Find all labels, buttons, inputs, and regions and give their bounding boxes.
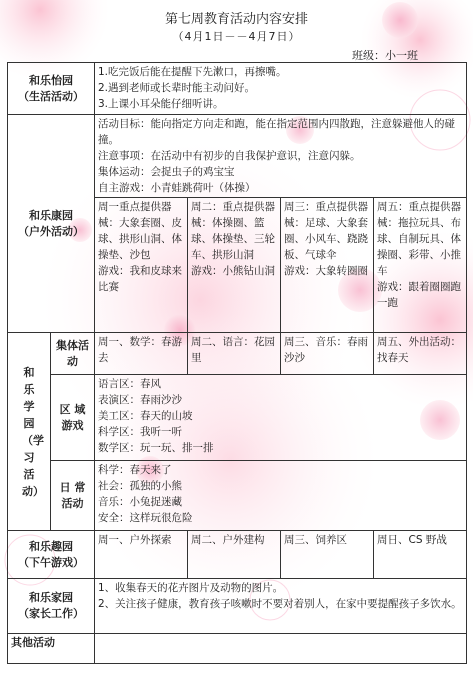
label-home: 和乐家园 （家长工作） — [8, 579, 95, 634]
group-day-1: 周一、数学：春游去 — [95, 333, 188, 375]
group-day-3: 周三、音乐：春雨沙沙 — [281, 333, 374, 375]
label-outdoor: 和乐康园 （户外活动） — [8, 115, 95, 333]
outdoor-day-3: 周三：重点提供器械：足球、大象套圈、小风车、跷跷板、气球伞 游戏：大象转圈圈 — [281, 198, 374, 333]
daily-item: 音乐：小兔捉迷藏 — [98, 496, 182, 508]
date-range: （4月1日－－4月7日） — [172, 30, 301, 43]
outdoor-day-2: 周二：重点提供器械：体操圈、篮球、体操垫、三轮车、拱形山洞 游戏：小熊钻山洞 — [188, 198, 281, 333]
zone-item: 美工区：春天的山坡 — [98, 410, 193, 422]
zone-item: 表演区：春雨沙沙 — [98, 394, 182, 406]
outdoor-goal: 活动目标：能向指定方向走和跑，能在指定范围内四散跑，注意躲避他人的碰撞。 — [98, 118, 455, 146]
daily-item: 安全：这样玩很危险 — [98, 512, 193, 524]
label-other: 其他活动 — [8, 634, 95, 664]
home-content — [95, 579, 467, 634]
class-label: 班级：小一班 — [352, 49, 418, 62]
outdoor-day-1: 周一重点提供器械：大象套圈、皮球、拱形山洞、体操垫、沙包 游戏：我和皮球来比赛 — [95, 198, 188, 333]
outdoor-notes: 注意事项：在活动中有初步的自我保护意识，注意闪躲。 — [98, 150, 361, 162]
label-life: 和乐怡园 （生活活动） — [8, 63, 95, 115]
life-item: 1.吃完饭后能在提醒下先漱口，再擦嘴。 — [98, 66, 287, 78]
play-day-1: 周一、户外探索 — [95, 531, 188, 579]
life-item: 3.上课小耳朵能仔细听讲。 — [98, 98, 224, 110]
play-day-3: 周三、饲养区 — [281, 531, 374, 579]
row-learning-daily — [8, 461, 467, 531]
document-title: 第七周教育活动内容安排 — [164, 12, 308, 27]
daily-item: 社会：孤独的小熊 — [98, 480, 182, 492]
life-item: 2.遇到老师或长辈时能主动问好。 — [98, 82, 256, 94]
life-content — [95, 63, 467, 115]
zone-item: 科学区：我听一听 — [98, 426, 182, 438]
label-daily-activity: 日 常 活动 — [51, 461, 95, 531]
outdoor-free: 自主游戏：小青蛙跳荷叶（体操） — [98, 182, 256, 194]
row-life — [8, 63, 467, 115]
zone-item: 语言区：春风 — [98, 378, 161, 390]
row-learning-group — [8, 333, 467, 375]
zone-list — [95, 375, 467, 461]
row-home — [8, 579, 467, 634]
row-outdoor-info — [8, 115, 467, 198]
daily-list — [95, 461, 467, 531]
row-other — [8, 634, 467, 664]
group-day-5: 周五、外出活动：找春天 — [374, 333, 467, 375]
label-zone-games: 区 域 游戏 — [51, 375, 95, 461]
group-day-2: 周二、语言：花园里 — [188, 333, 281, 375]
outdoor-day-5: 周五：重点提供器械：拖拉玩具、布球、自制玩具、体操圈、彩带、小推车 游戏：跟着圈圈跑一跑 — [374, 198, 467, 333]
daily-item: 科学：春天来了 — [98, 464, 172, 476]
home-item: 1、收集春天的花卉图片及动物的图片。 — [98, 582, 284, 594]
row-play — [8, 531, 467, 579]
play-day-2: 周二、户外建构 — [188, 531, 281, 579]
zone-item: 数学区：玩一玩、排一排 — [98, 442, 214, 454]
play-day-7: 周日、CS 野战 — [374, 531, 467, 579]
other-content — [95, 634, 467, 664]
label-group-activity: 集体活动 — [51, 333, 95, 375]
label-learning: 和乐学园（学习活动） — [8, 333, 51, 531]
schedule-table — [7, 62, 467, 664]
outdoor-info — [95, 115, 467, 198]
row-learning-zones — [8, 375, 467, 461]
home-item: 2、关注孩子健康，教育孩子咳嗽时不要对着别人，在家中要提醒孩子多饮水。 — [98, 598, 462, 610]
outdoor-group: 集体运动：会捉虫子的鸡宝宝 — [98, 166, 235, 178]
label-play: 和乐趣园 （下午游戏） — [8, 531, 95, 579]
